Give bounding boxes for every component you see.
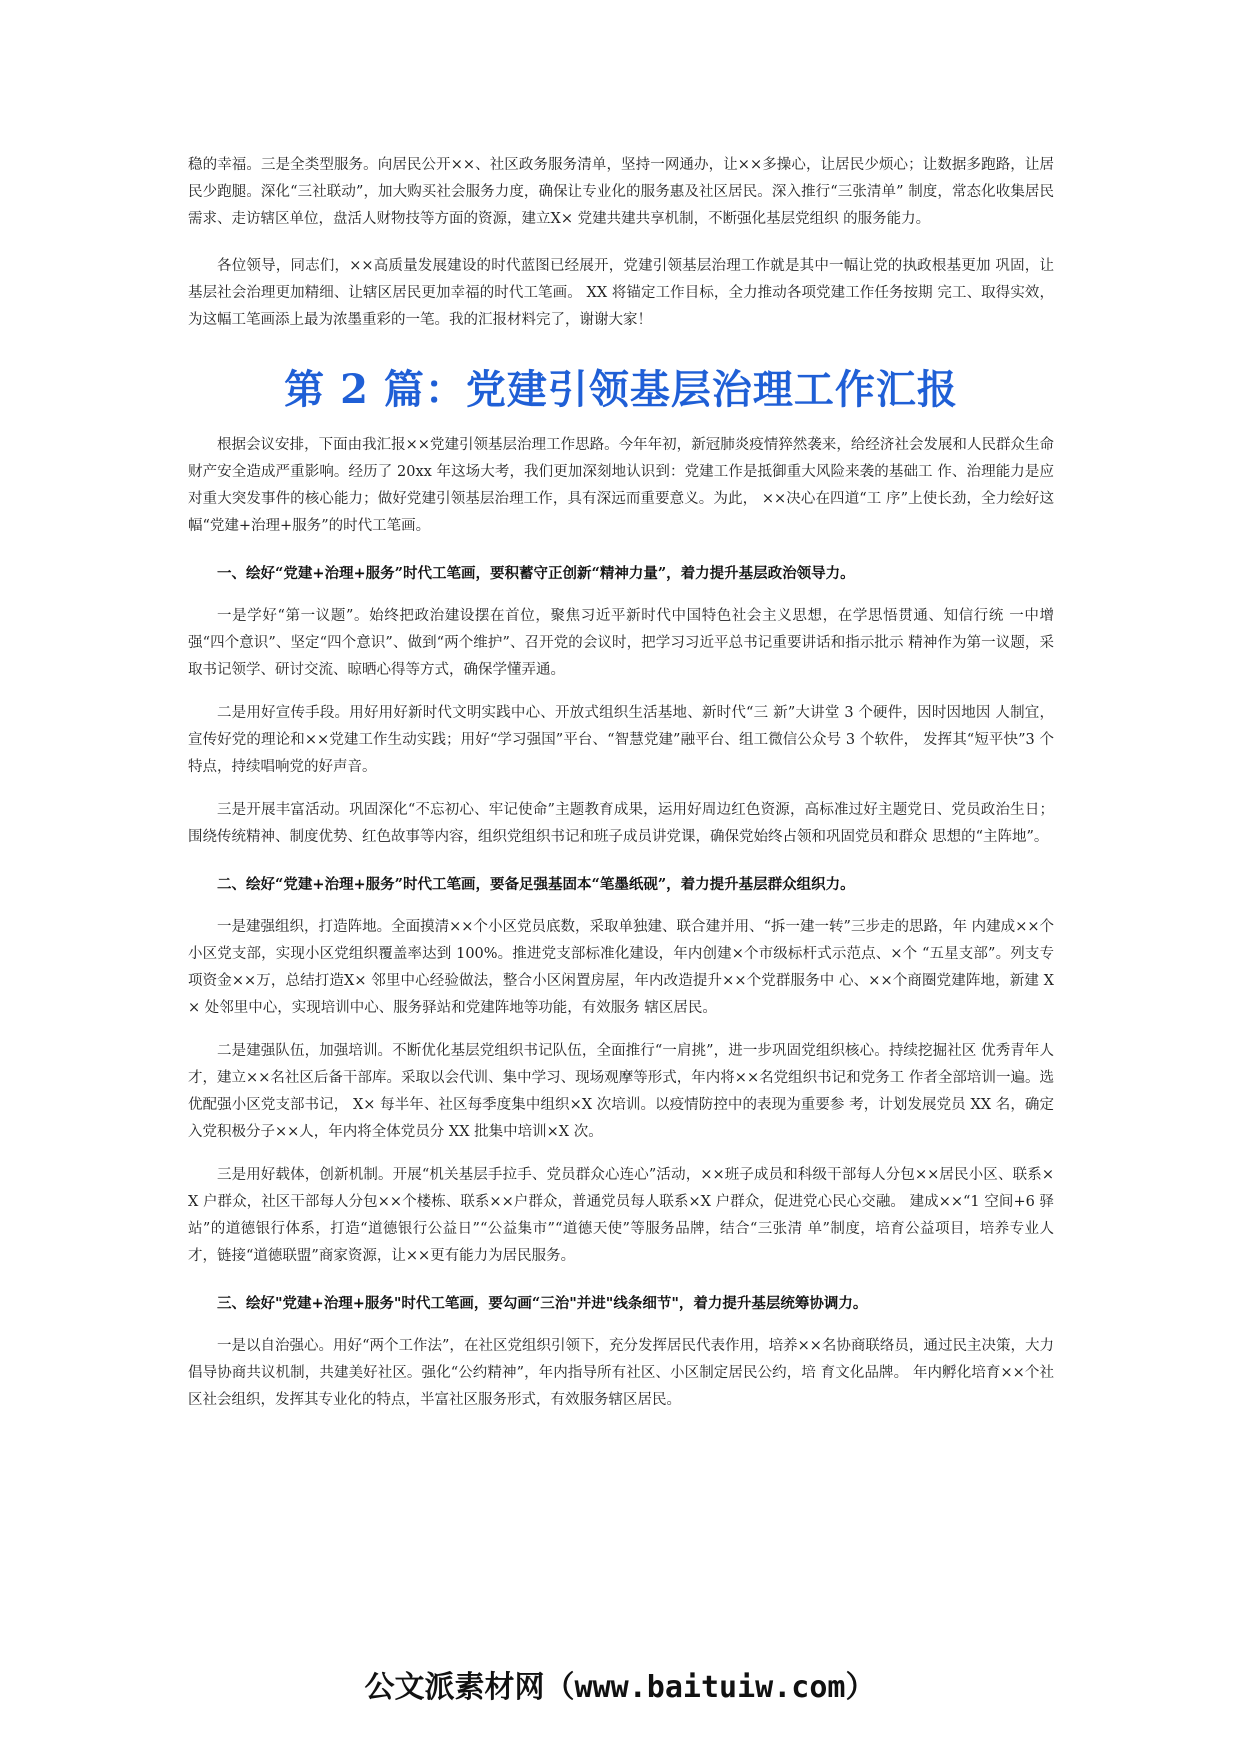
section-2-paragraph-1: 一是建强组织，打造阵地。全面摸清××个小区党员底数，采取单独建、联合建并用、“拆一建一转”三步走的思路，年 内建成××个小区党支部，实现小区党组织覆盖率达到 100%。推进党支部标准化建设，年内创建×个市级标杆式示范点、×个 “五星支部”。列支专项资金××万，总结打造X× 邻里中心经验做法，整合小区闲置房屋，年内改造提升××个党群服务中 心、××个商圈党建阵地，新建 X× 处邻里中心，实现培训中心、服务驿站和党建阵地等功能，有效服务 辖区居民。 — [188, 919, 1054, 1016]
chapter-intro-paragraph: 根据会议安排，下面由我汇报××党建引领基层治理工作思路。今年年初，新冠肺炎疫情猝然袭来，给经济社会发展和人民群众生命财产安全造成严重影响。经历了 20xx 年这场大考，我们更加深刻地认识到：党建工作是抵御重大风险来袭的基础工 作、治理能力是应对重大突发事件的核心能力；做好党建引领基层治理工作，具有深远而重要意义。为此， ××决心在四道“工 序”上使长劲，全力绘好这幅“党建+治理+服务”的时代工笔画。 — [188, 437, 1054, 534]
document-body — [188, 152, 1054, 1414]
section-2-paragraph-2: 二是建强队伍，加强培训。不断优化基层党组织书记队伍，全面推行“一肩挑”，进一步巩固党组织核心。持续挖掘社区 优秀青年人才，建立××名社区后备干部库。采取以会代训、集中学习、现场观摩等形式，年内将××名党组织书记和党务工 作者全部培训一遍。选优配强小区党支部书记， X× 每半年、社区每季度集中组织×X 次培训。以疫情防控中的表现为重要参 考，计划发展党员 XX 名，确定入党积极分子××人，年内将全体党员分 XX 批集中培训×X 次。 — [188, 1043, 1054, 1140]
footer-brand: 公文派素材网 — [364, 1670, 545, 1705]
footer-paren-open: （ — [544, 1670, 575, 1705]
intro-paragraph-2: 各位领导，同志们，××高质量发展建设的时代蓝图已经展开，党建引领基层治理工作就是其中一幅让党的执政根基更加 巩固，让基层社会治理更加精细、让辖区居民更加幸福的时代工笔画。 XX 将锚定工作目标，全力推动各项党建工作任务按期 完工、取得实效，为这幅工笔画添上最为浓墨重彩的一笔。我的汇报材料完了，谢谢大家！ — [188, 258, 1054, 328]
section-2-paragraph-3: 三是用好载体，创新机制。开展“机关基层手拉手、党员群众心连心”活动，××班子成员和科级干部每人分包××居民小区、联系×X 户群众，社区干部每人分包××个楼栋、联系××户群众，普通党员每人联系×X 户群众，促进党心民心交融。 建成××“1 空间+6 驿站”的道德银行体系，打造“道德银行公益日”“公益集市”“道德天使”等服务品牌，结合“三张清 单”制度，培育公益项目，培养专业人才，链接“道德联盟”商家资源，让××更有能力为居民服务。 — [188, 1167, 1054, 1264]
chapter-title: 第 2 篇：党建引领基层治理工作汇报 — [284, 366, 958, 413]
section-3-paragraph-1: 一是以自治强心。用好“两个工作法”，在社区党组织引领下，充分发挥居民代表作用，培养××名协商联络员，通过民主决策，大力倡导协商共议机制，共建美好社区。强化“公约精神”，年内指导所有社区、小区制定居民公约，培 育文化品牌。 年内孵化培育××个社区社会组织，发挥其专业化的特点，半富社区服务形式，有效服务辖区居民。 — [188, 1338, 1054, 1408]
section-1-paragraph-2: 二是用好宣传手段。用好用好新时代文明实践中心、开放式组织生活基地、新时代“三 新”大讲堂 3 个硬件，因时因地因 人制宜，宣传好党的理论和××党建工作生动实践；用好“学习强国”平台、“智慧党建”融平台、组工微信公众号 3 个软件， 发挥其“短平快”3 个特点，持续唱响党的好声音。 — [188, 705, 1054, 775]
section-1-paragraph-1: 一是学好“第一议题”。始终把政治建设摆在首位，聚焦习近平新时代中国特色社会主义思想，在学思悟贯通、知信行统 一中增强“四个意识”、坚定“四个意识”、做到“两个维护”、召开党的会议时，把学习习近平总书记重要讲话和指示批示 精神作为第一议题，采取书记领学、研讨交流、晾晒心得等方式，确保学懂弄通。 — [188, 608, 1054, 678]
section-heading-1: 一、绘好“党建+治理+服务”时代工笔画，要积蓄守正创新“精神力量”，着力提升基层政治领导力。 — [217, 565, 855, 582]
section-heading-3: 三、绘好"党建+治理+服务"时代工笔画，要勾画“三治"并进"线条细节"，着力提升基层统筹协调力。 — [217, 1295, 868, 1312]
footer-paren-close: ） — [845, 1670, 876, 1705]
footer-site-link[interactable]: www.baituiw.com — [574, 1670, 846, 1705]
section-heading-2: 二、绘好“党建+治理+服务”时代工笔画，要备足强基固本“笔墨纸砚”，着力提升基层群众组织力。 — [217, 876, 855, 893]
intro-paragraph-1: 稳的幸福。三是全类型服务。向居民公开××、社区政务服务清单，坚持一网通办，让××多操心，让居民少烦心；让数据多跑路，让居民少跑腿。深化“三社联动”，加大购买社会服务力度，确保让专业化的服务惠及社区居民。深入推行“三张清单” 制度，常态化收集居民需求、走访辖区单位，盘活人财物技等方面的资源，建立X× 党建共建共享机制，不断强化基层党组织 的服务能力。 — [188, 157, 1054, 227]
section-1-paragraph-3: 三是开展丰富活动。巩固深化“不忘初心、牢记使命”主题教育成果，运用好周边红色资源，高标准过好主题党日、党员政治生日；围绕传统精神、制度优势、红色故事等内容，组织党组织书记和班子成员讲党课，确保党始终占领和巩固党员和群众 思想的“主阵地”。 — [188, 802, 1054, 845]
footer-watermark — [0, 1668, 1240, 1708]
